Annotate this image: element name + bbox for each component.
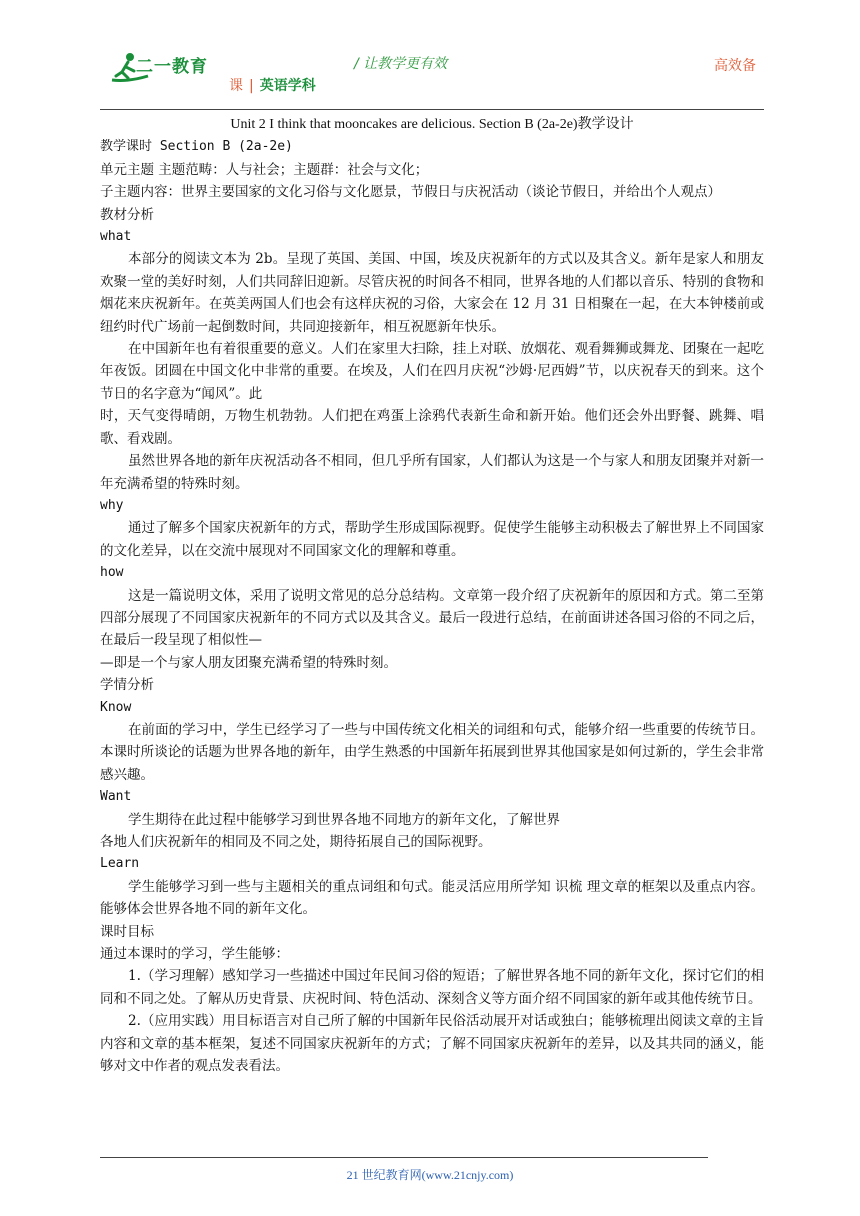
want-paragraph: 学生期待在此过程中能够学习到世界各地不同地方的新年文化，了解世界 [128,811,560,828]
header-brand-right: 高效备 [714,58,756,74]
document-body [100,114,764,1077]
what-paragraph-2-cont: 时，天气变得晴朗，万物生机勃勃。人们把在鸡蛋上涂鸦代表新生命和新开始。他们还会外出野餐、跳舞、唱歌、看戏剧。 [100,408,764,447]
label-why: why [100,497,124,513]
objective-item-2: 2.（应用实践）用目标语言对自己所了解的中国新年民俗活动展开对话或独白；能够梳理出阅读文章的主旨内容和文章的基本框架，复述不同国家庆祝新年的方式；了解不同国家庆祝新年的差异，以及其共同的涵义，能够对文中作者的观点发表看法。 [100,1013,764,1075]
label-what: what [100,229,132,245]
section-heading-learner: 学情分析 [100,677,154,694]
footer-divider [100,1157,708,1158]
header-divider [100,109,764,110]
subject-prefix: 课 [229,78,243,94]
unit-theme: 单元主题 主题范畴：人与社会；主题群：社会与文化； [100,161,429,178]
document-title: Unit 2 I think that mooncakes are delicious. Section B (2a-2e)教学设计 [230,117,634,132]
want-paragraph-cont: 各地人们庆祝新年的相同及不同之处，期待拓展自己的国际视野。 [100,834,492,850]
objectives-intro: 通过本课时的学习，学生能够： [100,946,289,963]
sub-theme: 子主题内容：世界主要国家的文化习俗与文化愿景，节假日与庆祝活动（谈论节假日，并给出个人观点） [100,184,721,201]
what-paragraph-1: 本部分的阅读文本为 2b。呈现了英国、美国、中国，埃及庆祝新年的方式以及其含义。新年是家人和朋友欢聚一堂的美好时刻，人们共同辞旧迎新。尽管庆祝的时间各不相同，世界各地的人们都以音乐、特别的食物和烟花来庆祝新年。在英美两国人们也会有这样庆祝的习俗，大家会在 12 月 31 日相聚在一起，在大本钟楼前或纽约时代广场前一起倒数时间，共同迎接新年，相互祝愿新年快乐。 [100,251,764,335]
what-paragraph-2: 在中国新年也有着很重要的意义。人们在家里大扫除，挂上对联、放烟花、观看舞狮或舞龙、团聚在一起吃年夜饭。团圆在中国文化中非常的重要。在埃及，人们在四月庆祝“沙姆·尼西姆”节，以庆祝春天的到来。这个节日的名字意为“闻风”。此 [100,341,764,402]
subject-name: 英语学科 [259,78,316,94]
subject-separator: | [249,78,254,94]
label-want: Want [100,789,132,805]
know-paragraph: 在前面的学习中，学生已经学习了一些与中国传统文化相关的词组和句式，能够介绍一些重要的传统节日。本课时所谈论的话题为世界各地的新年，由学生熟悉的中国新年拓展到世界其他国家是如何过新的，学生会非常感兴趣。 [100,721,764,783]
page-header [100,46,764,110]
what-paragraph-3: 虽然世界各地的新年庆祝活动各不相同，但几乎所有国家，人们都认为这是一个与家人和朋友团聚并对新一年充满希望的特殊时刻。 [100,453,764,492]
how-paragraph: 这是一篇说明文体，采用了说明文常见的总分总结构。文章第一段介绍了庆祝新年的原因和方式。第二至第四部分展现了不同国家庆祝新年的不同方式以及其含义。最后一段进行总结，在前面讲述各国习俗的不同之后，在最后一段呈现了相似性— [100,587,764,649]
header-slogan: / 让教学更有效 [354,56,448,72]
section-heading-material: 教材分析 [100,206,154,223]
lesson-period: 教学课时 Section B (2a-2e) [100,139,293,155]
objective-item-1: 1.（学习理解）感知学习一些描述中国过年民间习俗的短语；了解世界各地不同的新年文化，探讨它们的相同和不同之处。了解从历史背景、庆祝时间、特色活动、深刻含义等方面介绍不同国家的新年或其他传统节日。 [100,968,764,1007]
why-paragraph: 通过了解多个国家庆祝新年的方式，帮助学生形成国际视野。促使学生能够主动积极去了解世界上不同国家的文化差异，以在交流中展现对不同国家文化的理解和尊重。 [100,520,764,559]
section-heading-objectives: 课时目标 [100,923,154,940]
logo-text: 二一教育 [136,57,208,77]
subject-label [229,75,316,95]
label-learn: Learn [100,856,140,872]
learn-paragraph: 学生能够学习到一些与主题相关的重点词组和句式。能灵活应用所学知 识梳 理文章的框架以及重点内容。能够体会世界各地不同的新年文化。 [100,878,764,918]
how-paragraph-cont: —即是一个与家人朋友团聚充满希望的特殊时刻。 [100,654,397,671]
page-footer: 21 世纪教育网(www.21cnjy.com) [346,1168,514,1182]
label-how: how [100,565,124,581]
label-know: Know [100,699,132,715]
